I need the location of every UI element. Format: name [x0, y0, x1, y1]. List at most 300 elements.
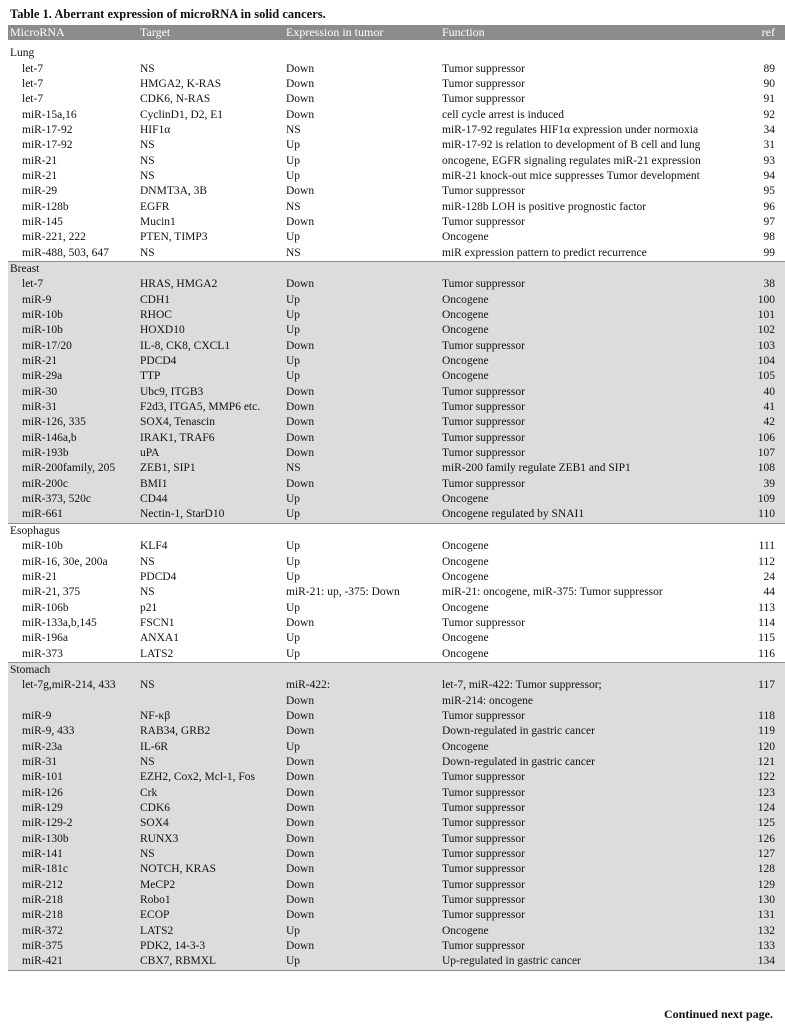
cell-microrna: miR-129-2 — [8, 816, 140, 831]
cell-target: TTP — [140, 369, 286, 384]
cell-function: Oncogene regulated by SNAI1 — [442, 507, 732, 523]
table-row — [8, 138, 785, 153]
cell-function: Oncogene — [442, 924, 732, 939]
cell-microrna: let-7 — [8, 277, 140, 292]
cell-ref: 126 — [732, 832, 785, 847]
cell-expression: Up — [286, 369, 442, 384]
cell-microrna: miR-9, 433 — [8, 724, 140, 739]
cell-expression: Down — [286, 77, 315, 90]
cell-expression: Up — [286, 739, 442, 754]
cell-target: PTEN, TIMP3 — [140, 231, 208, 244]
cell-target: PDK2, 14-3-3 — [140, 939, 286, 954]
cell-microrna: miR-21 — [22, 154, 58, 167]
cell-function: Oncogene — [442, 369, 732, 384]
cell-target: Robo1 — [140, 893, 286, 908]
cell-function: Tumor suppressor — [442, 77, 525, 90]
cell-target: Mucin1 — [140, 215, 176, 228]
cell-microrna: miR-29a — [8, 369, 140, 384]
cell-function: Oncogene — [442, 647, 489, 660]
cell-expression: Up — [286, 570, 301, 583]
table-row — [8, 215, 785, 230]
cell-expression: Down — [286, 108, 315, 121]
cell-ref: 123 — [732, 786, 785, 801]
cell-microrna: miR-9 — [8, 709, 140, 724]
table-row — [8, 507, 785, 523]
cell-target: FSCN1 — [140, 616, 175, 629]
cell-microrna: miR-196a — [22, 632, 68, 645]
cell-expression: Down — [286, 62, 315, 75]
cell-target: CyclinD1, D2, E1 — [140, 108, 224, 121]
cell-target: MeCP2 — [140, 878, 286, 893]
cell-function: miR-128b LOH is positive prognostic factor — [442, 200, 647, 213]
cell-function: Tumor suppressor — [442, 431, 732, 446]
cell-expression: Down — [286, 709, 442, 724]
cell-target: Ubc9, ITGB3 — [140, 385, 286, 400]
cell-ref: 129 — [732, 878, 785, 893]
cell-function: cell cycle arrest is induced — [442, 108, 564, 121]
table-row — [8, 924, 785, 939]
cell-ref: 116 — [758, 647, 775, 660]
table-body — [8, 40, 785, 970]
cell-expression: Up — [286, 139, 301, 152]
cell-target: EZH2, Cox2, Mcl-1, Fos — [140, 770, 286, 785]
cell-expression: Up — [286, 169, 301, 182]
cell-function: Down-regulated in gastric cancer — [442, 724, 732, 739]
table-row — [8, 184, 785, 199]
cell-microrna: miR-218 — [8, 893, 140, 908]
cell-ref: 128 — [732, 862, 785, 877]
cell-target: PDCD4 — [140, 354, 286, 369]
cell-expression: Down — [286, 185, 315, 198]
cell-target: RHOC — [140, 308, 286, 323]
cell-expression: miR-21: up, -375: Down — [286, 586, 400, 599]
cell-expression: Up — [286, 954, 442, 970]
cell-microrna: miR-373 — [22, 647, 63, 660]
cell-function: Oncogene — [442, 540, 489, 553]
cell-function: Tumor suppressor — [442, 832, 732, 847]
cell-target: NS — [140, 678, 286, 693]
column-header-expression: Expression in tumor — [286, 25, 442, 40]
cell-target: HIF1α — [140, 123, 171, 136]
cell-expression: Down — [286, 755, 442, 770]
cell-ref: 93 — [763, 154, 775, 167]
cell-expression: Up — [286, 507, 442, 523]
cell-microrna: miR-133a,b,145 — [22, 616, 97, 629]
table-header-row — [8, 25, 785, 40]
cell-expression: Down — [286, 339, 442, 354]
cell-expression: Up — [286, 492, 442, 507]
cell-microrna: miR-488, 503, 647 — [22, 246, 109, 259]
cell-target: NS — [140, 555, 155, 568]
cell-microrna — [8, 693, 140, 708]
cell-microrna: miR-126 — [8, 786, 140, 801]
table-row — [8, 693, 785, 708]
cell-expression: Down — [286, 93, 315, 106]
cell-microrna: miR-101 — [8, 770, 140, 785]
cell-ref: 105 — [732, 369, 785, 384]
cell-expression: Up — [286, 154, 301, 167]
cell-ref: 40 — [732, 385, 785, 400]
table-row — [8, 61, 785, 76]
cell-target: LATS2 — [140, 647, 174, 660]
cell-target: CDK6, N-RAS — [140, 93, 211, 106]
cell-target: uPA — [140, 446, 286, 461]
table-row — [8, 431, 785, 446]
table-row — [8, 153, 785, 168]
cell-microrna: miR-23a — [8, 739, 140, 754]
table-row — [8, 308, 785, 323]
cell-target: CDH1 — [140, 293, 286, 308]
cell-microrna: miR-21 — [8, 354, 140, 369]
cell-target: ANXA1 — [140, 632, 179, 645]
cell-microrna: miR-141 — [8, 847, 140, 862]
cell-target: Crk — [140, 786, 286, 801]
cell-target: CD44 — [140, 492, 286, 507]
cell-expression: Down — [286, 893, 442, 908]
cell-ref: 130 — [732, 893, 785, 908]
table-row — [8, 678, 785, 693]
cell-expression: Down — [286, 415, 442, 430]
cell-microrna: miR-193b — [8, 446, 140, 461]
cell-expression: miR-422: — [286, 678, 442, 693]
section-label: Lung — [10, 47, 35, 60]
cell-expression: Down — [286, 477, 442, 492]
cell-ref: 127 — [732, 847, 785, 862]
cell-ref: 133 — [732, 939, 785, 954]
cell-microrna: miR-17-92 — [22, 139, 73, 152]
table-row — [8, 616, 785, 631]
cell-microrna: miR-21, 375 — [22, 586, 81, 599]
cell-target: IL-8, CK8, CXCL1 — [140, 339, 286, 354]
cell-ref: 125 — [732, 816, 785, 831]
table-row — [8, 492, 785, 507]
cell-expression: Down — [286, 878, 442, 893]
cell-ref: 39 — [732, 477, 785, 492]
column-header-function: Function — [442, 25, 732, 40]
cell-microrna: miR-661 — [8, 507, 140, 523]
cell-expression: Down — [286, 724, 442, 739]
cell-function: Tumor suppressor — [442, 893, 732, 908]
table-row — [8, 446, 785, 461]
cell-target: NS — [140, 62, 155, 75]
cell-microrna: miR-15a,16 — [22, 108, 77, 121]
table-row — [8, 169, 785, 184]
cell-function: Tumor suppressor — [442, 878, 732, 893]
continued-note: Continued next page. — [663, 1007, 773, 1021]
cell-expression: Up — [286, 601, 301, 614]
cell-microrna: miR-200c — [8, 477, 140, 492]
cell-ref: 121 — [732, 755, 785, 770]
cell-function: Tumor suppressor — [442, 770, 732, 785]
cell-ref: 132 — [732, 924, 785, 939]
cell-ref: 99 — [763, 246, 775, 259]
cell-microrna: miR-181c — [8, 862, 140, 877]
cell-expression: Down — [286, 277, 442, 292]
cell-target: NS — [140, 246, 155, 259]
cell-function: Tumor suppressor — [442, 616, 525, 629]
cell-function: Tumor suppressor — [442, 816, 732, 831]
cell-function: Down-regulated in gastric cancer — [442, 755, 732, 770]
cell-ref: 41 — [732, 400, 785, 415]
cell-target: NS — [140, 755, 286, 770]
cell-microrna: miR-106b — [22, 601, 69, 614]
cell-microrna: miR-129 — [8, 801, 140, 816]
cell-microrna: miR-221, 222 — [22, 231, 86, 244]
cell-ref: 89 — [763, 62, 775, 75]
cell-function: Tumor suppressor — [442, 277, 732, 292]
cell-function: Oncogene — [442, 492, 732, 507]
cell-ref: 109 — [732, 492, 785, 507]
cell-function: Oncogene — [442, 354, 732, 369]
table-row — [8, 339, 785, 354]
table-caption: Table 1. Aberrant expression of microRNA in solid cancers. — [10, 7, 326, 21]
cell-expression: Up — [286, 354, 442, 369]
cell-target: LATS2 — [140, 924, 286, 939]
cell-function: let-7, miR-422: Tumor suppressor; — [442, 678, 732, 693]
cell-microrna: miR-212 — [8, 878, 140, 893]
cell-function: Oncogene — [442, 555, 489, 568]
cell-microrna: miR-145 — [22, 215, 63, 228]
cell-microrna: miR-10b — [22, 540, 63, 553]
cell-target: p21 — [140, 601, 158, 614]
cell-ref: 114 — [758, 616, 775, 629]
cell-expression: Down — [286, 215, 315, 228]
cell-function: Tumor suppressor — [442, 62, 525, 75]
section-label: Esophagus — [8, 523, 785, 539]
cell-microrna: miR-10b — [8, 308, 140, 323]
column-header-microrna: MicroRNA — [8, 25, 140, 40]
cell-expression: Down — [286, 786, 442, 801]
section-row-stomach — [8, 662, 785, 678]
cell-microrna: miR-29 — [22, 185, 58, 198]
cell-ref: 117 — [732, 678, 785, 693]
table-row — [8, 461, 785, 476]
cell-expression: Down — [286, 431, 442, 446]
cell-ref: 31 — [763, 139, 775, 152]
cell-function: Oncogene — [442, 601, 489, 614]
cell-microrna: let-7 — [22, 93, 44, 106]
table-row — [8, 770, 785, 785]
table-row — [8, 709, 785, 724]
cell-target: KLF4 — [140, 540, 168, 553]
cell-microrna: miR-16, 30e, 200a — [22, 555, 108, 568]
table-row — [8, 277, 785, 292]
section-label: Stomach — [8, 662, 785, 678]
table-row — [8, 908, 785, 923]
cell-ref: 110 — [732, 507, 785, 523]
cell-microrna: miR-17-92 — [22, 123, 73, 136]
cell-function: Oncogene — [442, 632, 489, 645]
cell-ref: 95 — [763, 185, 775, 198]
cell-target: NF-κβ — [140, 709, 286, 724]
cell-ref: 122 — [732, 770, 785, 785]
cell-target: RUNX3 — [140, 832, 286, 847]
cell-target: F2d3, ITGA5, MMP6 etc. — [140, 400, 286, 415]
cell-expression: Up — [286, 231, 301, 244]
cell-ref: 90 — [763, 77, 775, 90]
cell-target: BMI1 — [140, 477, 286, 492]
cell-target: IRAK1, TRAF6 — [140, 431, 286, 446]
table-row — [8, 369, 785, 384]
cell-function: miR-17-92 regulates HIF1α expression under normoxia — [442, 123, 699, 136]
cell-ref: 111 — [758, 540, 775, 553]
cell-ref: 108 — [732, 461, 785, 476]
column-header-ref: ref — [732, 25, 785, 40]
cell-microrna: let-7 — [22, 62, 44, 75]
cell-expression: Down — [286, 693, 442, 708]
cell-function: Tumor suppressor — [442, 862, 732, 877]
cell-function: Tumor suppressor — [442, 339, 732, 354]
cell-ref: 42 — [732, 415, 785, 430]
cell-expression: NS — [286, 123, 301, 136]
table-row — [8, 123, 785, 138]
cell-ref: 100 — [732, 293, 785, 308]
cell-ref: 112 — [758, 555, 775, 568]
table-row — [8, 477, 785, 492]
table-row — [8, 554, 785, 569]
cell-ref: 92 — [763, 108, 775, 121]
cell-function: Oncogene — [442, 323, 732, 338]
cell-expression: Down — [286, 801, 442, 816]
cell-ref: 96 — [763, 200, 775, 213]
cell-expression: Up — [286, 555, 301, 568]
cell-ref: 34 — [763, 123, 775, 136]
cell-microrna: miR-372 — [8, 924, 140, 939]
table-row — [8, 385, 785, 400]
table-row — [8, 107, 785, 122]
cell-ref: 124 — [732, 801, 785, 816]
table-row — [8, 893, 785, 908]
table-row — [8, 816, 785, 831]
cell-target: DNMT3A, 3B — [140, 185, 208, 198]
table-row — [8, 801, 785, 816]
cell-expression: Up — [286, 308, 442, 323]
cell-target: EGFR — [140, 200, 170, 213]
cell-target: PDCD4 — [140, 570, 177, 583]
cell-ref: 131 — [732, 908, 785, 923]
table-row — [8, 539, 785, 554]
table-row — [8, 646, 785, 662]
cell-microrna: miR-10b — [8, 323, 140, 338]
cell-function: Oncogene — [442, 739, 732, 754]
cell-target: RAB34, GRB2 — [140, 724, 286, 739]
cell-function: Tumor suppressor — [442, 215, 525, 228]
cell-microrna: miR-21 — [22, 570, 58, 583]
cell-function: Tumor suppressor — [442, 477, 732, 492]
cell-ref: 104 — [732, 354, 785, 369]
cell-microrna: miR-146a,b — [8, 431, 140, 446]
table-row — [8, 600, 785, 615]
cell-microrna: miR-31 — [8, 755, 140, 770]
cell-expression: Up — [286, 632, 301, 645]
cell-expression: Down — [286, 908, 442, 923]
table-row — [8, 415, 785, 430]
table-row — [8, 878, 785, 893]
cell-ref: 120 — [732, 739, 785, 754]
cell-microrna: miR-30 — [8, 385, 140, 400]
cell-ref: 107 — [732, 446, 785, 461]
cell-target: ECOP — [140, 908, 286, 923]
cell-function: miR-21 knock-out mice suppresses Tumor development — [442, 169, 700, 182]
cell-function: Tumor suppressor — [442, 446, 732, 461]
cell-ref: 94 — [763, 169, 775, 182]
cell-microrna: miR-373, 520c — [8, 492, 140, 507]
cell-target — [140, 693, 286, 708]
cell-ref: 97 — [763, 215, 775, 228]
table-row — [8, 755, 785, 770]
cell-ref: 118 — [732, 709, 785, 724]
cell-ref: 38 — [732, 277, 785, 292]
cell-microrna: miR-200family, 205 — [8, 461, 140, 476]
cell-microrna: miR-375 — [8, 939, 140, 954]
cell-microrna: miR-218 — [8, 908, 140, 923]
cell-function: Oncogene — [442, 570, 489, 583]
cell-expression: Down — [286, 832, 442, 847]
cell-function: Oncogene — [442, 293, 732, 308]
cell-expression: Down — [286, 939, 442, 954]
cell-function: Tumor suppressor — [442, 385, 732, 400]
cell-ref: 98 — [763, 231, 775, 244]
cell-expression: Up — [286, 924, 442, 939]
cell-target: CDK6 — [140, 801, 286, 816]
table-row — [8, 570, 785, 585]
cell-target: HRAS, HMGA2 — [140, 277, 286, 292]
table-row — [8, 724, 785, 739]
table-row — [8, 631, 785, 646]
cell-ref: 119 — [732, 724, 785, 739]
cell-microrna: miR-128b — [22, 200, 69, 213]
table-row — [8, 939, 785, 954]
cell-expression: Down — [286, 446, 442, 461]
table-row — [8, 954, 785, 970]
cell-microrna: miR-9 — [8, 293, 140, 308]
cell-expression: Up — [286, 540, 301, 553]
cell-ref: 102 — [732, 323, 785, 338]
cell-ref: 101 — [732, 308, 785, 323]
table-row — [8, 323, 785, 338]
table-row — [8, 92, 785, 107]
cell-target: NS — [140, 154, 155, 167]
cell-function: Oncogene — [442, 231, 489, 244]
cell-function: Tumor suppressor — [442, 709, 732, 724]
cell-function: Tumor suppressor — [442, 801, 732, 816]
cell-microrna: let-7 — [22, 77, 44, 90]
cell-function: Tumor suppressor — [442, 185, 525, 198]
cell-function: Tumor suppressor — [442, 847, 732, 862]
cell-target: IL-6R — [140, 739, 286, 754]
table-row — [8, 245, 785, 261]
column-header-target: Target — [140, 25, 286, 40]
cell-function: Tumor suppressor — [442, 786, 732, 801]
cell-expression: NS — [286, 200, 301, 213]
cell-microrna: let-7g,miR-214, 433 — [8, 678, 140, 693]
cell-ref: 91 — [763, 93, 775, 106]
cell-function: Tumor suppressor — [442, 415, 732, 430]
table-row — [8, 199, 785, 214]
cell-function: oncogene, EGFR signaling regulates miR-21 expression — [442, 154, 701, 167]
cell-target: CBX7, RBMXL — [140, 954, 286, 970]
table-row — [8, 847, 785, 862]
cell-microrna: miR-17/20 — [8, 339, 140, 354]
cell-ref: 44 — [763, 586, 775, 599]
cell-microrna: miR-421 — [8, 954, 140, 970]
cell-microrna: miR-130b — [8, 832, 140, 847]
table-row — [8, 293, 785, 308]
cell-expression: Up — [286, 323, 442, 338]
cell-target: SOX4 — [140, 816, 286, 831]
cell-microrna: miR-21 — [22, 169, 58, 182]
cell-ref: 115 — [758, 632, 775, 645]
